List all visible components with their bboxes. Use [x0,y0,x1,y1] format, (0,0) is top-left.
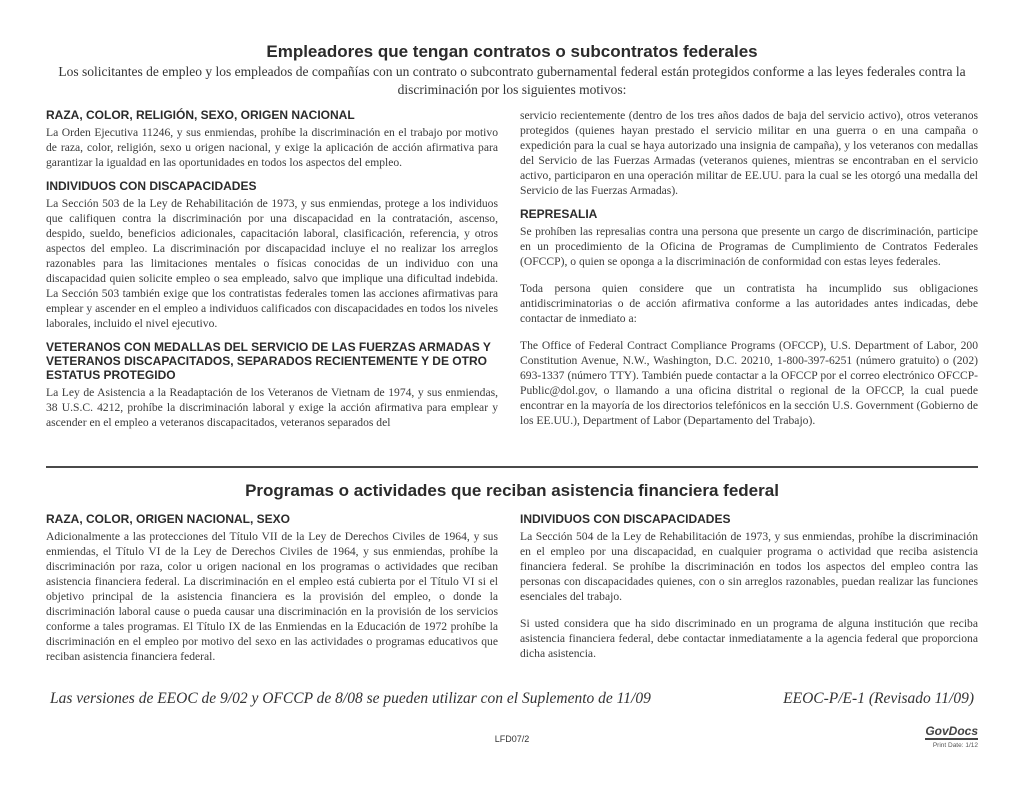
disability-heading: INDIVIDUOS CON DISCAPACIDADES [46,179,257,193]
versions-note: Las versiones de EEOC de 9/02 y OFCCP de 8/08 se pueden utilizar con el Suplemento de 11/09 [50,690,651,707]
section2-contact-text: Si usted considera que ha sido discriminado en un programa de alguna institución que reciba asistencia financiera federal, debe contactar inmediatamente a la agencia federal que proporciona dicha asistencia. [520,617,978,660]
race-text: La Orden Ejecutiva 11246, y sus enmiendas, prohíbe la discriminación en el trabajo por motivo de raza, color, religión, sexo u origen nacional, y exige la aplicación de acción afirmativa para garantizar la igualdad en las oportunidades en todos los aspectos del empleo. [46,126,498,169]
reprisal-heading: REPRESALIA [520,207,598,221]
disability-text: La Sección 503 de la Ley de Rehabilitación de 1973, y sus enmiendas, protege a los individuos que califiquen contra la discriminación por una discapacidad en la contratación, ascenso, despido, sueldo, beneficios adicionales, capacitación laboral, clasificación, referencia, y otros aspectos del empleo. La discriminación por discapacidad incluye el no realizar los arreglos razonables para las limitaciones mentales o físicas conocidas de un individuo con una discapacidad quien solicite empleo o sea empleado, salvo que implique una dificultad indebida. La Sección 503 también exige que los contratistas federales tomen las acciones afirmativas para emplear y ascender en el empleo a individuos calificados con discapacidades en todos los niveles laborales, incluido el nivel ejecutivo. [46,197,498,330]
reprisal-text: Se prohíben las represalias contra una persona que presente un cargo de discriminación, participe en un procedimiento de la Oficina de Programas de Cumplimiento de Contratos Federales (OFCCP), o quien se oponga a la discriminación de conformidad con estas leyes federales. [520,225,978,268]
contact-text: Toda persona quien considere que un contratista ha incumplido sus obligaciones antidiscriminatorias o de acción afirmativa conforme a las autoridades antes indicadas, debe contactar de inmediato a: [520,282,978,325]
section2-race-heading: RAZA, COLOR, ORIGEN NACIONAL, SEXO [46,512,291,526]
section1-title: Empleadores que tengan contratos o subcontratos federales [266,42,758,61]
logo-text: GovDocs [925,724,978,738]
veterans-text: La Ley de Asistencia a la Readaptación de los Veteranos de Vietnam de 1974, y sus enmiendas, 38 U.S.C. 4212, prohíbe la discriminación laboral y exige la acción afirmativa para emplear y ascender en el empleo a veteranos discapacitados, veteranos separados del [46,386,498,429]
section1-left-column [46,108,498,430]
section2-disability-heading: INDIVIDUOS CON DISCAPACIDADES [520,512,731,526]
document-code: LFD07/2 [494,734,530,744]
section2-race-text: Adicionalmente a las protecciones del Título VII de la Ley de Derechos Civiles de 1964, y sus enmiendas, el Título VI de la Ley de Derechos Civiles de 1964, y sus enmiendas, prohíbe la discriminación por raza, color u origen nacional en los programas o actividades que reciban asistencia financiera federal. La discriminación en el empleo está cubierta por el Título VI si el objetivo principal de la asistencia financiera es la provisión del empleo, o donde la discriminación laboral cause o pueda causar una discriminación en la provisión de los servicios conforme a tales programas. El Título IX de las Enmiendas en la Educación de 1972 prohíbe la discriminación en el empleo por motivo del sexo en las actividades o programas educativos que reciban asistencia financiera federal. [46,530,498,663]
race-heading: RAZA, COLOR, RELIGIÓN, SEXO, ORIGEN NACIONAL [46,108,355,122]
ofccp-office-text: The Office of Federal Contract Compliance Programs (OFCCP), U.S. Department of Labor, 200 Constitution Avenue, N.W., Washington, D.C. 20210, 1-800-397-6251 (número gratuito) o (202) 693-1337 (número TTY). También puede contactar a la OFCCP por el correo electrónico OFCCP-Public@dol.gov, o llamando a una oficina distrital o regional de la OFCCP, la cual puede encontrar en la mayoría de los directorios telefónicos en la sección U.S. Government (Gobierno de los EE.UU.), Department of Labor (Departamento del Trabajo). [520,339,978,427]
section2-disability-text: La Sección 504 de la Ley de Rehabilitación de 1973, y sus enmiendas, prohíbe la discriminación en el empleo por una discapacidad, en cualquier programa o actividad que reciba asistencia financiera federal. Se prohíbe la discriminación en todos los aspectos del empleo contra las personas con discapacidades quienes, con o sin arreglos razonables, puedan realizar las funciones esenciales del trabajo. [520,530,978,603]
section2-left-column [46,512,498,664]
print-date: Print Date: 1/12 [932,742,978,749]
veterans-text-continued: servicio recientemente (dentro de los tres años dados de baja del servicio activo), otros veteranos protegidos (quienes hayan prestado el servicio militar en una guerra o en una campaña o expedición para la cual se haya autorizado una insignia de campaña), y los veteranos con medallas del Servicio de las Fuerzas Armadas (veteranos quienes, mientras se encontraban en el servicio activo, participaron en una operación militar de EE.UU. para la cual se les otorgó una medalla del Servicio de las Fuerzas Armadas). [520,109,978,197]
section1-right-column [520,108,978,428]
section1-intro: Los solicitantes de empleo y los empleados de compañías con un contrato o subcontrato gubernamental federal están protegidos conforme a las leyes federales contra la discriminación por los siguientes motivos: [58,64,966,97]
section2-right-column [520,512,978,661]
govdocs-logo [914,722,978,749]
veterans-heading: VETERANOS CON MEDALLAS DEL SERVICIO DE LAS FUERZAS ARMADAS Y VETERANOS DISCAPACITADOS, SEPARADOS RECIENTEMENTE Y DE OTRO ESTATUS PROTEGIDO [46,340,491,382]
form-id: EEOC-P/E-1 (Revisado 11/09) [783,690,974,707]
section-divider [46,466,978,468]
section2-title: Programas o actividades que reciban asistencia financiera federal [245,481,779,500]
